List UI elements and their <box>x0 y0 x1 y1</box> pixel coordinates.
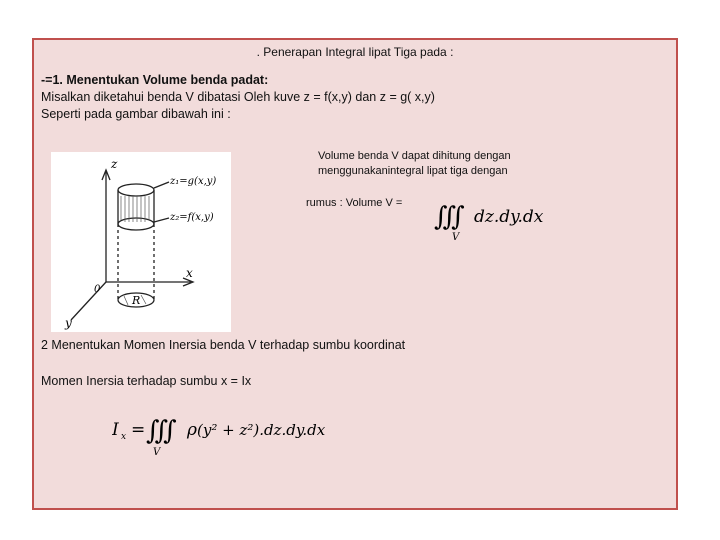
volume-note <box>318 149 511 179</box>
region-label: R <box>132 294 141 307</box>
rumus-label: rumus : Volume V = <box>306 197 403 209</box>
bottom-leader <box>154 218 169 222</box>
x-axis-label: x <box>186 266 193 280</box>
section1-line2: Seperti pada gambar dibawah ini : <box>41 107 231 121</box>
inertia-formula <box>112 413 352 461</box>
section1 <box>41 72 435 123</box>
density-symbol: ρ <box>187 420 197 440</box>
moment-label: Momen Inersia terhadap sumbu x = Ix <box>41 374 252 388</box>
slide <box>32 38 678 510</box>
triple-integral-symbol: ∭ <box>434 202 465 232</box>
section1-heading: -=1. Menentukan Volume benda padat: <box>41 73 269 87</box>
z-axis-label: z <box>111 157 118 171</box>
cylinder-top-ellipse <box>118 184 154 196</box>
equals-sign: = <box>131 420 146 440</box>
y-axis-label: y <box>65 316 72 330</box>
triple-integral-symbol-2: ∭ <box>146 416 177 446</box>
cylinder-bottom-ellipse <box>118 218 154 230</box>
volume-formula <box>434 198 574 246</box>
volume-note-line2: menggunakanintegral lipat tiga dengan <box>318 165 508 177</box>
top-leader <box>154 182 169 188</box>
section1-line1: Misalkan diketahui benda V dibatasi Oleh kuve z = f(x,y) dan z = g( x,y) <box>41 90 435 104</box>
slide-title: . Penerapan Integral lipat Tiga pada : <box>256 45 454 59</box>
bottom-surface-label: z₂=f(x,y) <box>170 212 214 223</box>
cylinder-diagram <box>51 152 231 332</box>
cylinder-figure <box>51 152 231 332</box>
top-surface-label: z₁=g(x,y) <box>170 176 217 187</box>
volume-integrand: dz.dy.dx <box>474 207 544 227</box>
volume-domain: V <box>452 232 460 242</box>
inertia-lhs: I <box>112 420 119 440</box>
inertia-integrand: (y² + z²).dz.dy.dx <box>197 421 326 439</box>
volume-note-line1: Volume benda V dapat dihitung dengan <box>318 150 511 162</box>
section2-heading: 2 Menentukan Momen Inersia benda V terhadap sumbu koordinat <box>41 338 406 352</box>
y-axis-line <box>71 282 106 320</box>
inertia-domain: V <box>153 447 161 457</box>
origin-label: 0 <box>94 284 101 295</box>
inertia-lhs-subscript: x <box>121 432 127 442</box>
